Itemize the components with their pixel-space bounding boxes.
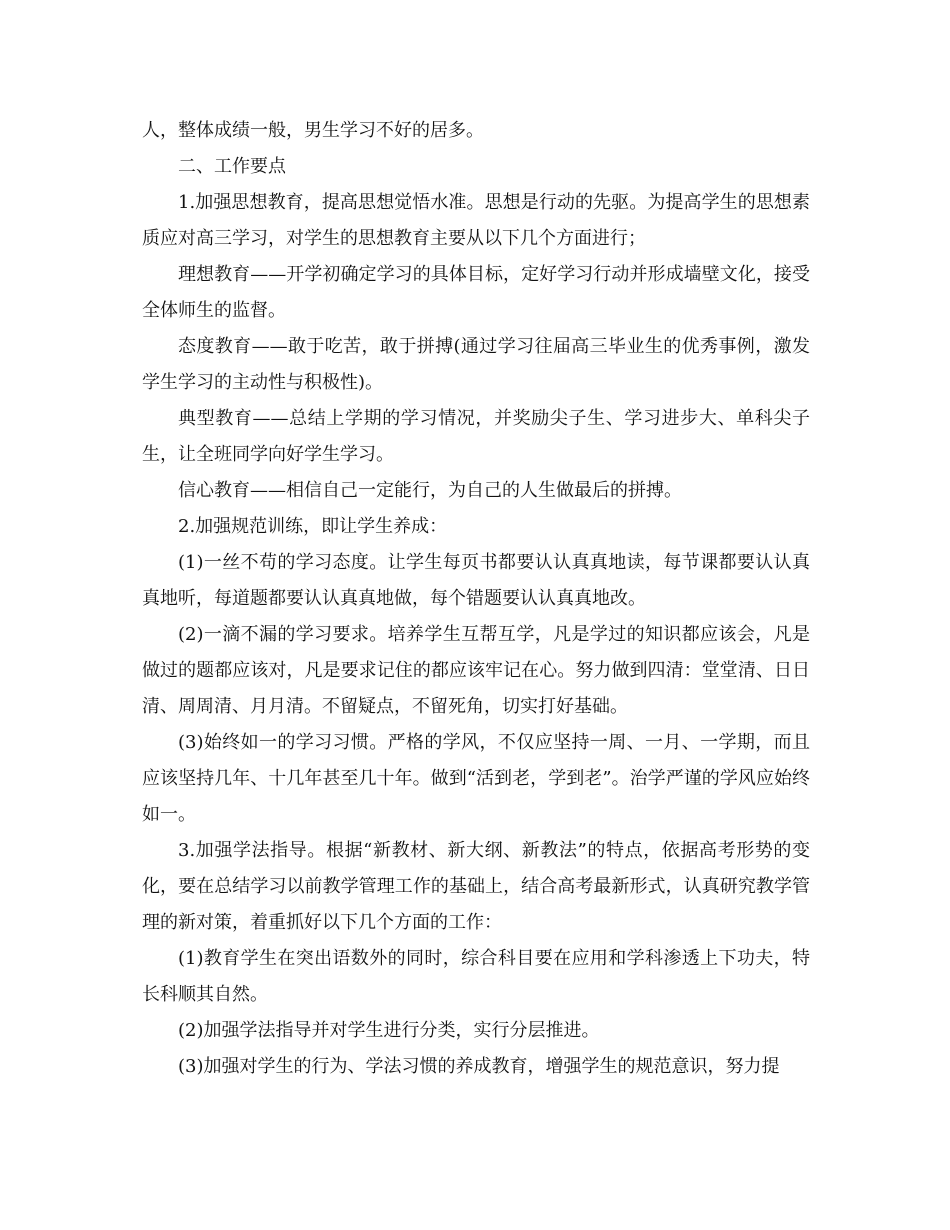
paragraph-ideal-education: 理想教育——开学初确定学习的具体目标，定好学习行动并形成墙壁文化，接受全体师生的监督。 [142,264,810,321]
paragraph-item-1-attitude: (1)一丝不苟的学习态度。让学生每页书都要认认真真地读，每节课都要认认真真地听，每道题都要认认真真地做，每个错题要认认真真地改。 [142,552,810,609]
paragraph-model-education: 典型教育——总结上学期的学习情况，并奖励尖子生、学习进步大、单科尖子生，让全班同学向好学生学习。 [142,408,810,465]
paragraph-standard-training: 2.加强规范训练，即让学生养成： [178,516,448,537]
paragraph-study-method-guidance: 3.加强学法指导。根据“新教材、新大纲、新教法”的特点，依据高考形势的变化，要在总结学习以前教学管理工作的基础上，结合高考最新形式，认真研究教学管理的新对策，着重抓好以下几个方面的工作： [142,840,810,933]
paragraph-confidence-education: 信心教育——相信自己一定能行，为自己的人生做最后的拼搏。 [178,480,682,501]
paragraph-method-item-2: (2)加强学法指导并对学生进行分类，实行分层推进。 [178,1020,600,1041]
paragraph-continuation: 人，整体成绩一般，男生学习不好的居多。 [142,120,484,141]
paragraph-item-3-habits: (3)始终如一的学习习惯。严格的学风，不仅应坚持一周、一月、一学期，而且应该坚持几年、十几年甚至几十年。做到“活到老，学到老”。治学严谨的学风应始终如一。 [142,732,810,825]
paragraph-method-item-1: (1)教育学生在突出语数外的同时，综合科目要在应用和学科渗透上下功夫，特长科顺其自然。 [142,948,810,1005]
paragraph-item-2-requirements: (2)一滴不漏的学习要求。培养学生互帮互学，凡是学过的知识都应该会，凡是做过的题都应该对，凡是要求记住的都应该牢记在心。努力做到四清：堂堂清、日日清、周周清、月月清。不留疑点，不留死角，切实打好基础。 [142,624,810,717]
paragraph-attitude-education: 态度教育——敢于吃苦，敢于拼搏(通过学习往届高三毕业生的优秀事例，激发学生学习的主动性与积极性)。 [142,336,810,393]
section-heading-work-points: 二、工作要点 [178,156,286,177]
document-body [142,113,810,1085]
paragraph-method-item-3: (3)加强对学生的行为、学法习惯的养成教育，增强学生的规范意识，努力提 [178,1056,780,1077]
paragraph-ideological-education: 1.加强思想教育，提高思想觉悟水准。思想是行动的先驱。为提高学生的思想素质应对高三学习，对学生的思想教育主要从以下几个方面进行； [142,192,810,249]
